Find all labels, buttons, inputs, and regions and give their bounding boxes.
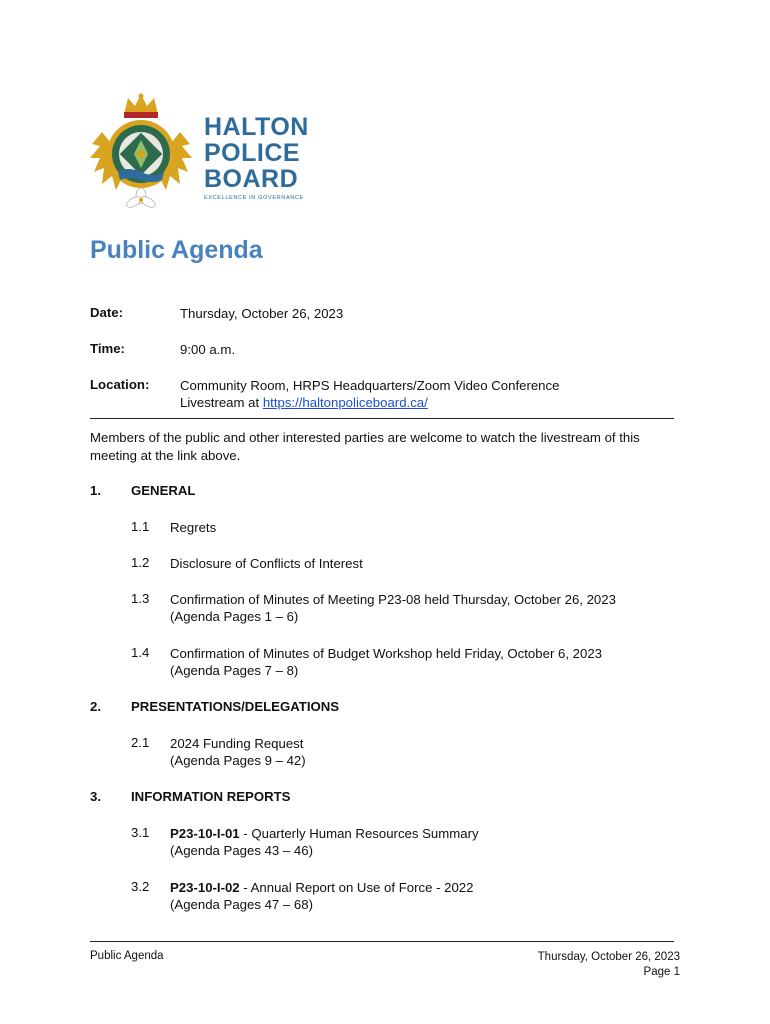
page-title: Public Agenda [90, 236, 263, 264]
section-title: PRESENTATIONS/DELEGATIONS [131, 699, 340, 714]
org-name-line-1: HALTON [204, 113, 309, 141]
location-line-2 [180, 394, 559, 411]
agenda-item [170, 591, 616, 625]
report-code: P23-10-I-02 [170, 880, 240, 895]
agenda-item [170, 735, 306, 769]
item-number: 1.2 [131, 555, 150, 570]
section-title: INFORMATION REPORTS [131, 789, 291, 804]
header-divider [90, 418, 674, 419]
item-number: 1.1 [131, 519, 150, 534]
footer-date: Thursday, October 26, 2023 [537, 951, 680, 963]
footer-title: Public Agenda [90, 950, 164, 962]
section-number: 1. [90, 483, 101, 498]
item-pages: (Agenda Pages 9 – 42) [170, 753, 306, 768]
date-label: Date: [90, 305, 123, 320]
item-pages: (Agenda Pages 47 – 68) [170, 897, 313, 912]
item-text-line [170, 879, 473, 896]
item-number: 2.1 [131, 735, 150, 750]
org-name-line-2: POLICE [204, 139, 301, 167]
item-text: Confirmation of Minutes of Meeting P23-08 held Thursday, October 26, 2023 [170, 592, 616, 607]
org-tagline: EXCELLENCE IN GOVERNANCE [204, 195, 304, 201]
intro-paragraph: Members of the public and other interested parties are welcome to watch the livestream of this meeting at the link above. [90, 430, 640, 463]
item-text: 2024 Funding Request [170, 736, 304, 751]
date-value: Thursday, October 26, 2023 [180, 306, 344, 321]
location-label: Location: [90, 377, 150, 392]
agenda-item [170, 879, 473, 913]
organization-name [204, 114, 309, 192]
location-line-1: Community Room, HRPS Headquarters/Zoom Video Conference [180, 378, 560, 393]
livestream-link[interactable]: https://haltonpoliceboard.ca/ [262, 395, 428, 410]
report-code: P23-10-I-01 [170, 826, 240, 841]
location-value [180, 377, 559, 411]
agenda-item [170, 645, 602, 679]
item-pages: (Agenda Pages 7 – 8) [170, 663, 299, 678]
item-text: - Annual Report on Use of Force - 2022 [239, 880, 474, 895]
item-pages: (Agenda Pages 43 – 46) [170, 843, 313, 858]
section-number: 2. [90, 699, 101, 714]
item-text: Regrets [170, 520, 217, 535]
item-text: - Quarterly Human Resources Summary [239, 826, 479, 841]
item-pages: (Agenda Pages 1 – 6) [170, 609, 299, 624]
page-number: Page 1 [643, 966, 680, 978]
time-value: 9:00 a.m. [180, 342, 235, 357]
item-text: Confirmation of Minutes of Budget Workshop held Friday, October 6, 2023 [170, 646, 602, 661]
time-label: Time: [90, 341, 125, 356]
item-number: 3.1 [131, 825, 150, 840]
footer-meta [538, 950, 680, 980]
item-number: 3.2 [131, 879, 150, 894]
item-text-line [170, 825, 479, 842]
org-name-line-3: BOARD [204, 165, 299, 193]
item-number: 1.3 [131, 591, 150, 606]
section-number: 3. [90, 789, 101, 804]
footer-divider [90, 941, 674, 942]
item-number: 1.4 [131, 645, 150, 660]
item-text: Disclosure of Conflicts of Interest [170, 556, 363, 571]
halton-police-crest-logo [88, 92, 194, 216]
livestream-prefix: Livestream at [180, 395, 263, 410]
section-title: GENERAL [131, 483, 196, 498]
agenda-item [170, 825, 479, 859]
